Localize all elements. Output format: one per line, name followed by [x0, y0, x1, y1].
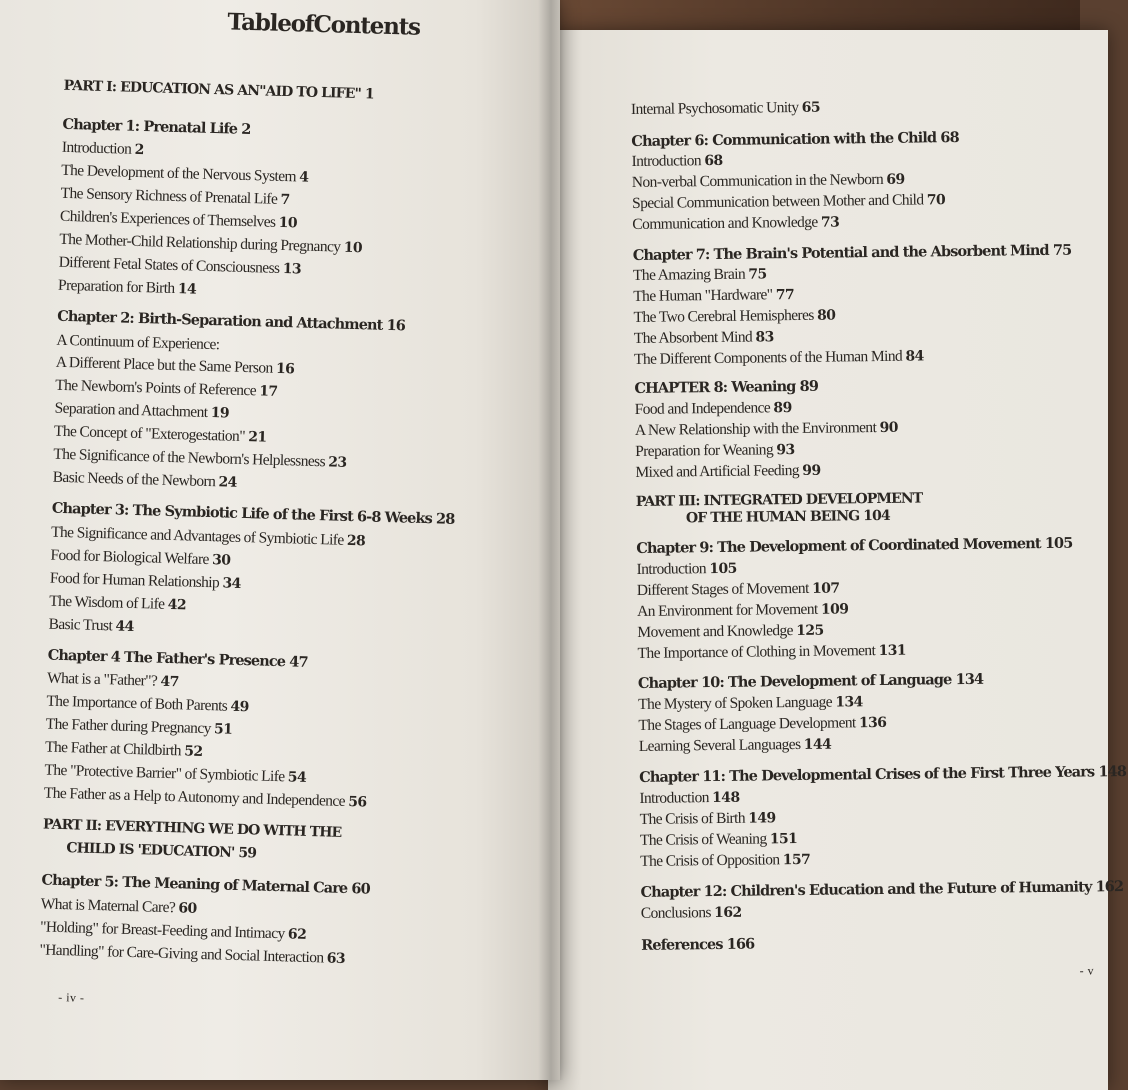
toc-entry: A New Relationship with the Environment 90	[634, 419, 898, 439]
chapter-heading: Chapter 12: Children's Education and the Future of Humanity 162	[640, 878, 1124, 901]
chapter-heading: Chapter 1: Prenatal Life 2	[62, 115, 251, 139]
page-number-footer: - v	[1079, 963, 1095, 978]
part-heading: CHILD IS 'EDUCATION' 59	[66, 840, 257, 862]
toc-entry: Mixed and Artificial Feeding 99	[635, 461, 821, 481]
toc-entry: Different Stages of Movement 107	[636, 579, 840, 599]
toc-entry: Introduction 105	[636, 560, 737, 578]
toc-entry: Special Communication between Mother and Child 70	[632, 191, 946, 212]
chapter-heading: Chapter 7: The Brain's Potential and the Absorbent Mind 75	[632, 241, 1072, 264]
toc-entry: The Significance of the Newborn's Helplessness 23	[53, 445, 347, 471]
toc-entry: The Father during Pregnancy 51	[45, 715, 233, 738]
toc-entry: The Father at Childbirth 52	[44, 738, 203, 760]
chapter-heading: Chapter 3: The Symbiotic Life of the First 6-8 Weeks 28	[51, 499, 455, 528]
part-heading: PART III: INTEGRATED DEVELOPMENT	[635, 490, 923, 510]
toc-entry: The Wisdom of Life 42	[48, 592, 187, 614]
toc-entry: Non-verbal Communication in the Newborn 69	[631, 170, 905, 191]
page-number-footer: - iv -	[57, 990, 85, 1005]
toc-entry: The Father as a Help to Autonomy and Independence 56	[43, 784, 367, 811]
chapter-heading: Chapter 9: The Development of Coordinated Movement 105	[636, 534, 1073, 557]
toc-entry: Basic Needs of the Newborn 24	[52, 468, 238, 491]
chapter-heading: Chapter 2: Birth-Separation and Attachment 16	[56, 307, 406, 335]
toc-entry: The Absorbent Mind 83	[633, 328, 774, 347]
toc-entry: The Human "Hardware" 77	[633, 286, 795, 305]
part-heading: PART II: EVERYTHING WE DO WITH THE	[42, 816, 342, 841]
toc-entry: Food for Biological Welfare 30	[50, 546, 231, 569]
toc-entry: The Significance and Advantages of Symbiotic Life 28	[50, 523, 366, 550]
toc-entry: The Crisis of Birth 149	[639, 809, 776, 828]
chapter-heading: Chapter 6: Communication with the Child 68	[631, 128, 959, 150]
toc-entry: Preparation for Weaning 93	[635, 441, 795, 460]
toc-entry: Introduction 148	[639, 789, 740, 807]
toc-entry: Learning Several Languages 144	[638, 735, 832, 755]
toc-entry: What is Maternal Care? 60	[40, 895, 197, 917]
toc-entry: "Holding" for Breast-Feeding and Intimacy 62	[39, 918, 307, 943]
toc-entry: Separation and Attachment 19	[54, 399, 230, 422]
chapter-heading: Chapter 11: The Developmental Crises of the First Three Years 148	[639, 762, 1127, 786]
toc-entry: The Crisis of Weaning 151	[639, 830, 798, 849]
toc-entry: A Different Place but the Same Person 16	[55, 353, 295, 378]
chapter-heading: References 166	[641, 935, 755, 954]
toc-entry: What is a "Father"? 47	[46, 669, 179, 691]
toc-entry: A Continuum of Experience:	[56, 331, 220, 354]
chapter-heading: Chapter 10: The Development of Language 134	[637, 670, 984, 692]
toc-entry: The Sensory Richness of Prenatal Life 7	[60, 184, 290, 209]
toc-entry: Food for Human Relationship 34	[49, 569, 241, 592]
toc-entry: The Newborn's Points of Reference 17	[55, 376, 278, 400]
toc-entry: Internal Psychosomatic Unity 65	[630, 98, 821, 118]
toc-entry: Children's Experiences of Themselves 10	[59, 207, 298, 232]
toc-entry: The Two Cerebral Hemispheres 80	[633, 306, 836, 326]
toc-entry: The Concept of "Exterogestation" 21	[53, 422, 267, 446]
chapter-heading: Chapter 4 The Father's Presence 47	[47, 646, 308, 671]
toc-entry: The Development of the Nervous System 4	[61, 161, 309, 186]
page-title: TableofContents	[227, 8, 421, 41]
toc-entry: An Environment for Movement 109	[637, 600, 849, 620]
toc-entry: The Stages of Language Development 136	[638, 714, 887, 734]
toc-entry: Food and Independence 89	[634, 399, 792, 418]
chapter-heading: Chapter 5: The Meaning of Maternal Care 60	[41, 871, 371, 898]
toc-entry: Communication and Knowledge 73	[632, 213, 840, 233]
toc-entry: The Mother-Child Relationship during Pregnancy 10	[59, 230, 363, 257]
toc-entry: Basic Trust 44	[48, 615, 134, 635]
toc-entry: The Crisis of Opposition 157	[640, 851, 811, 870]
left-page	[0, 0, 560, 1080]
toc-entry: Different Fetal States of Consciousness 13	[58, 253, 302, 278]
toc-entry: Movement and Knowledge 125	[637, 622, 824, 641]
toc-entry: The Mystery of Spoken Language 134	[638, 693, 863, 713]
toc-entry: The Different Components of the Human Mind 84	[633, 347, 924, 368]
toc-entry: The Importance of Clothing in Movement 131	[637, 642, 907, 662]
toc-entry: The Importance of Both Parents 49	[46, 692, 250, 716]
toc-entry: The Amazing Brain 75	[632, 265, 767, 284]
toc-entry: Preparation for Birth 14	[57, 276, 197, 298]
toc-entry: Introduction 2	[61, 138, 144, 159]
toc-entry: Introduction 68	[631, 152, 723, 170]
part-heading: OF THE HUMAN BEING 104	[685, 507, 890, 527]
toc-entry: The "Protective Barrier" of Symbiotic Life 54	[44, 761, 307, 786]
book-gutter-shadow	[538, 0, 564, 1080]
right-page	[548, 30, 1127, 1090]
toc-entry: Conclusions 162	[640, 904, 742, 922]
toc-entry: "Handling" for Care-Giving and Social Interaction 63	[39, 941, 346, 968]
part-heading: PART I: EDUCATION AS AN"AID TO LIFE" 1	[63, 77, 374, 103]
chapter-heading: CHAPTER 8: Weaning 89	[634, 377, 819, 397]
